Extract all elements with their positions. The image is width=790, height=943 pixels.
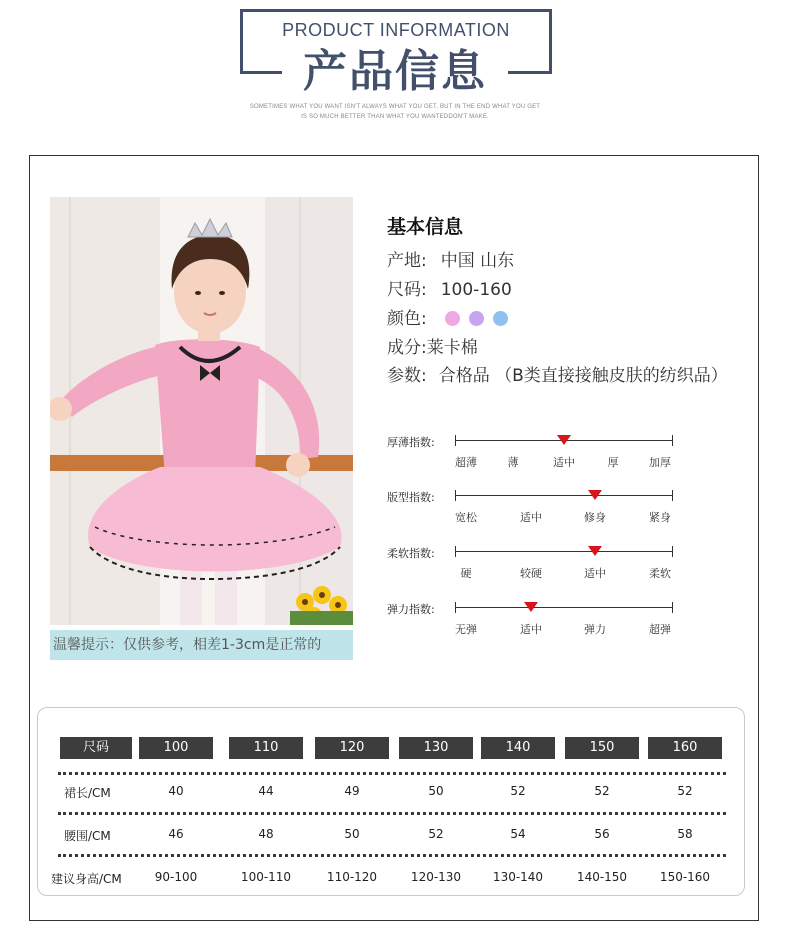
table-cell: 50 bbox=[344, 827, 360, 841]
row-label: 建议身高/CM bbox=[51, 872, 122, 886]
table-cell: 90-100 bbox=[154, 870, 198, 884]
table-cell: 44 bbox=[258, 784, 274, 798]
product-photo bbox=[50, 197, 353, 625]
table-cell: 49 bbox=[344, 784, 360, 798]
table-cell: 46 bbox=[168, 827, 184, 841]
scale-option: 柔软 bbox=[649, 567, 671, 580]
table-cell: 130-140 bbox=[492, 870, 544, 884]
scale-track bbox=[455, 495, 673, 496]
scale-marker bbox=[557, 435, 571, 445]
size-header-cell[interactable]: 140 bbox=[481, 737, 555, 759]
scale-end-tick bbox=[455, 490, 456, 501]
table-cell: 100-110 bbox=[240, 870, 292, 884]
scale-label: 厚薄指数: bbox=[387, 436, 435, 449]
scale-option: 适中 bbox=[584, 567, 606, 580]
size-row bbox=[387, 275, 512, 300]
color-row bbox=[387, 304, 517, 329]
scale-label: 柔软指数: bbox=[387, 547, 435, 560]
param-row bbox=[387, 361, 728, 386]
size-tip-banner: 温馨提示：仅供参考，相差1-3cm是正常的 bbox=[50, 630, 353, 660]
table-cell: 110-120 bbox=[326, 870, 378, 884]
scale-option: 超薄 bbox=[455, 456, 477, 469]
scale-marker bbox=[588, 546, 602, 556]
color-swatch-purple[interactable] bbox=[469, 311, 484, 326]
origin-value: 中国 山东 bbox=[440, 251, 515, 271]
size-header-cell[interactable]: 130 bbox=[399, 737, 473, 759]
scale-option: 适中 bbox=[520, 623, 542, 636]
param-value: 合格品 （B类直接接触皮肤的纺织品） bbox=[438, 366, 728, 386]
scale-marker bbox=[524, 602, 538, 612]
row-label: 腰围/CM bbox=[64, 829, 111, 843]
scale-option: 加厚 bbox=[649, 456, 671, 469]
size-header-label: 尺码 bbox=[60, 737, 132, 759]
product-info-header bbox=[0, 0, 790, 140]
origin-label: 产地: bbox=[387, 251, 427, 271]
size-header-cell[interactable]: 150 bbox=[565, 737, 639, 759]
scale-end-tick bbox=[455, 602, 456, 613]
scale-option: 适中 bbox=[553, 456, 575, 469]
size-header-cell[interactable]: 120 bbox=[315, 737, 389, 759]
table-cell: 56 bbox=[594, 827, 610, 841]
scale-end-tick bbox=[672, 602, 673, 613]
row-label: 裙长/CM bbox=[64, 786, 111, 800]
scale-option: 薄 bbox=[507, 456, 519, 469]
row-divider bbox=[58, 772, 726, 775]
size-table bbox=[37, 707, 745, 896]
material-label: 成分: bbox=[387, 338, 427, 358]
scale-label: 弹力指数: bbox=[387, 603, 435, 616]
girl-ballet-dress-illustration bbox=[50, 197, 353, 625]
header-title-en: PRODUCT INFORMATION bbox=[282, 20, 510, 40]
material-row bbox=[387, 333, 478, 358]
scale-marker bbox=[588, 490, 602, 500]
color-label: 颜色: bbox=[387, 309, 427, 329]
color-swatch-pink[interactable] bbox=[445, 311, 460, 326]
header-frame-line-right bbox=[508, 71, 549, 74]
scale-end-tick bbox=[672, 490, 673, 501]
table-cell: 52 bbox=[510, 784, 526, 798]
size-header-cell[interactable]: 100 bbox=[139, 737, 213, 759]
table-cell: 150-160 bbox=[659, 870, 711, 884]
header-frame-line-left bbox=[240, 71, 282, 74]
scale-end-tick bbox=[672, 546, 673, 557]
scale-option: 超弹 bbox=[649, 623, 671, 636]
scale-option: 弹力 bbox=[584, 623, 606, 636]
scale-option: 宽松 bbox=[455, 511, 477, 524]
header-tagline-2: IS SO MUCH BETTER THAN WHAT YOU WANTEDDON'T MAKE. bbox=[301, 114, 489, 120]
origin-row bbox=[387, 246, 514, 271]
scale-track bbox=[455, 607, 673, 608]
table-cell: 52 bbox=[594, 784, 610, 798]
scale-track bbox=[455, 551, 673, 552]
header-title-cn: 产品信息 bbox=[282, 44, 508, 100]
color-swatch-blue[interactable] bbox=[493, 311, 508, 326]
row-divider bbox=[58, 854, 726, 857]
table-cell: 54 bbox=[510, 827, 526, 841]
scale-option: 紧身 bbox=[649, 511, 671, 524]
table-cell: 58 bbox=[677, 827, 693, 841]
size-header-cell[interactable]: 160 bbox=[648, 737, 722, 759]
table-cell: 52 bbox=[677, 784, 693, 798]
scale-option: 厚 bbox=[607, 456, 619, 469]
scale-end-tick bbox=[455, 546, 456, 557]
scale-option: 较硬 bbox=[520, 567, 542, 580]
basic-info-title: 基本信息 bbox=[387, 216, 464, 238]
table-cell: 48 bbox=[258, 827, 274, 841]
scale-option: 适中 bbox=[520, 511, 542, 524]
scale-end-tick bbox=[455, 435, 456, 446]
size-label: 尺码: bbox=[387, 280, 427, 300]
table-cell: 52 bbox=[428, 827, 444, 841]
table-cell: 50 bbox=[428, 784, 444, 798]
row-divider bbox=[58, 812, 726, 815]
scale-option: 无弹 bbox=[455, 623, 477, 636]
scale-option: 硬 bbox=[460, 567, 472, 580]
table-cell: 140-150 bbox=[576, 870, 628, 884]
scale-end-tick bbox=[672, 435, 673, 446]
table-cell: 120-130 bbox=[410, 870, 462, 884]
size-header-cell[interactable]: 110 bbox=[229, 737, 303, 759]
param-label: 参数: bbox=[387, 366, 427, 386]
scale-option: 修身 bbox=[584, 511, 606, 524]
scale-label: 版型指数: bbox=[387, 491, 435, 504]
header-tagline-1: SOMETIMES WHAT YOU WANT ISN'T ALWAYS WHAT YOU GET, BUT IN THE END WHAT YOU GET bbox=[249, 104, 541, 110]
size-value: 100-160 bbox=[440, 280, 512, 300]
table-cell: 40 bbox=[168, 784, 184, 798]
material-value: 莱卡棉 bbox=[426, 338, 478, 358]
